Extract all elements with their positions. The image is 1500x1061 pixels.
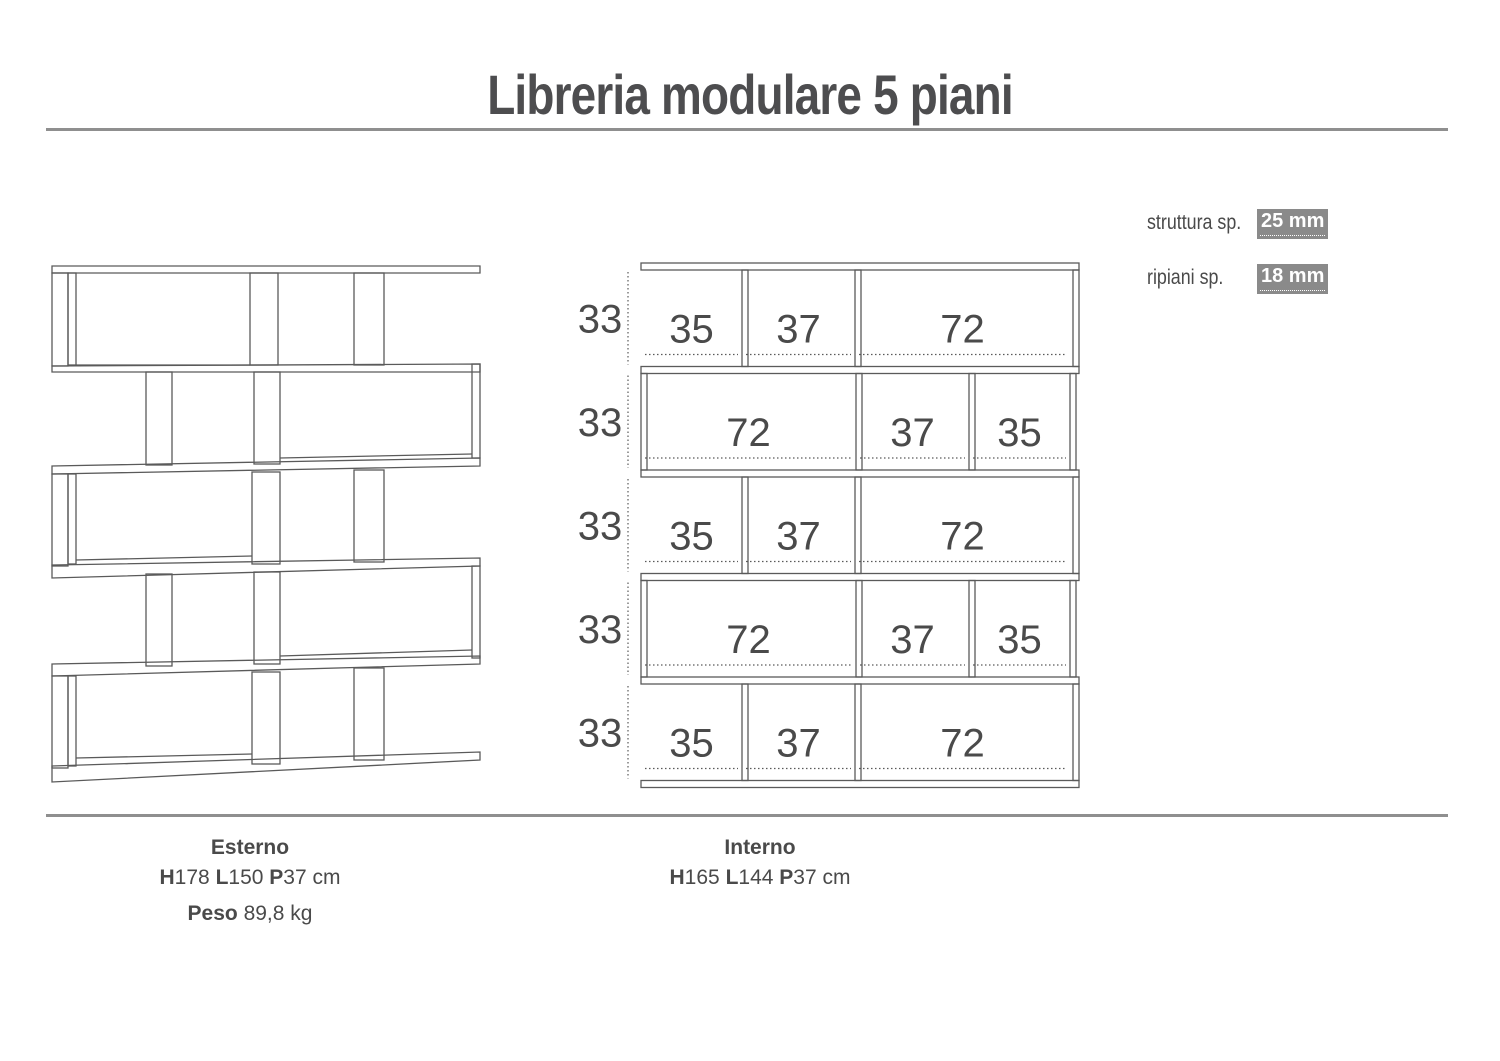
width-dimension-label: 35 — [669, 514, 714, 559]
elevation-divider — [1073, 684, 1079, 781]
elevation-shelf — [641, 367, 1079, 374]
width-dimension-label: 72 — [940, 721, 985, 766]
width-dimension-label: 72 — [940, 514, 985, 559]
external-l-label: L — [215, 866, 229, 889]
height-dimension-label: 33 — [577, 400, 623, 445]
external-unit: cm — [312, 866, 341, 889]
elevation-divider — [856, 374, 862, 471]
internal-l-label: L — [725, 866, 739, 889]
structure-thickness-label: struttura sp. — [1147, 211, 1242, 234]
internal-p-label: P — [779, 866, 794, 889]
elevation-divider — [855, 270, 861, 367]
width-dimension-label: 35 — [669, 307, 714, 352]
elevation-shelf — [641, 470, 1079, 477]
structure-thickness — [1147, 211, 1241, 235]
elevation-divider — [742, 270, 748, 367]
shelf-thickness-badge — [1257, 264, 1328, 294]
elevation-shelf — [641, 677, 1079, 684]
internal-unit: cm — [822, 866, 851, 889]
width-dimension-label: 72 — [726, 411, 771, 455]
width-dimension-label: 37 — [890, 618, 935, 662]
elevation-divider — [1070, 374, 1076, 471]
elevation-divider — [855, 477, 861, 574]
external-h-label: H — [159, 866, 175, 889]
elevation-shelf-bottom — [641, 781, 1079, 788]
elevation-divider — [641, 374, 647, 471]
height-dimension-label: 33 — [577, 607, 623, 652]
structure-thickness-value: 25 mm — [1261, 210, 1325, 232]
external-heading: Esterno — [210, 836, 290, 859]
elevation-divider — [742, 477, 748, 574]
structure-thickness-badge — [1257, 209, 1328, 239]
elevation-divider — [1073, 477, 1079, 574]
width-dimension-label: 35 — [997, 411, 1042, 455]
width-dimension-label: 35 — [997, 618, 1042, 662]
shelf-thickness-value: 18 mm — [1261, 265, 1325, 287]
height-dimension-label: 33 — [577, 297, 623, 342]
elevation-divider — [742, 684, 748, 781]
internal-p-value: 37 — [793, 866, 817, 889]
shelf-thickness-label: ripiani sp. — [1147, 266, 1224, 289]
width-dimension-label: 37 — [776, 307, 821, 352]
width-dimension-label: 37 — [776, 721, 821, 766]
elevation-divider — [969, 374, 975, 471]
width-dimension-label: 72 — [940, 307, 985, 352]
internal-h-value: 165 — [684, 866, 720, 889]
internal-h-label: H — [669, 866, 685, 889]
page-title: Libreria modulare 5 piani — [487, 63, 1013, 126]
external-p-label: P — [269, 866, 284, 889]
elevation-shelf — [641, 263, 1079, 270]
external-h-value: 178 — [174, 866, 210, 889]
internal-heading: Interno — [724, 836, 796, 859]
elevation-divider — [1070, 581, 1076, 678]
external-p-value: 37 — [283, 866, 307, 889]
internal-l-value: 144 — [738, 866, 774, 889]
external-dimensions — [150, 836, 350, 926]
elevation-divider — [641, 581, 647, 678]
elevation-divider — [969, 581, 975, 678]
bottom-divider — [46, 814, 1448, 817]
external-l-value: 150 — [228, 866, 264, 889]
weight-label: Peso — [187, 902, 238, 925]
elevation-divider — [855, 684, 861, 781]
elevation-divider — [1073, 270, 1079, 367]
width-dimension-label: 37 — [776, 514, 821, 559]
height-dimension-label: 33 — [577, 711, 623, 756]
height-dimension-label: 33 — [577, 504, 623, 549]
elevation-divider — [856, 581, 862, 678]
shelf-thickness — [1147, 266, 1223, 290]
elevation-shelf — [641, 574, 1079, 581]
width-dimension-label: 37 — [890, 411, 935, 455]
weight-value: 89,8 kg — [243, 902, 313, 925]
width-dimension-label: 72 — [726, 618, 771, 662]
width-dimension-label: 35 — [669, 721, 714, 766]
internal-dimensions — [660, 836, 860, 890]
